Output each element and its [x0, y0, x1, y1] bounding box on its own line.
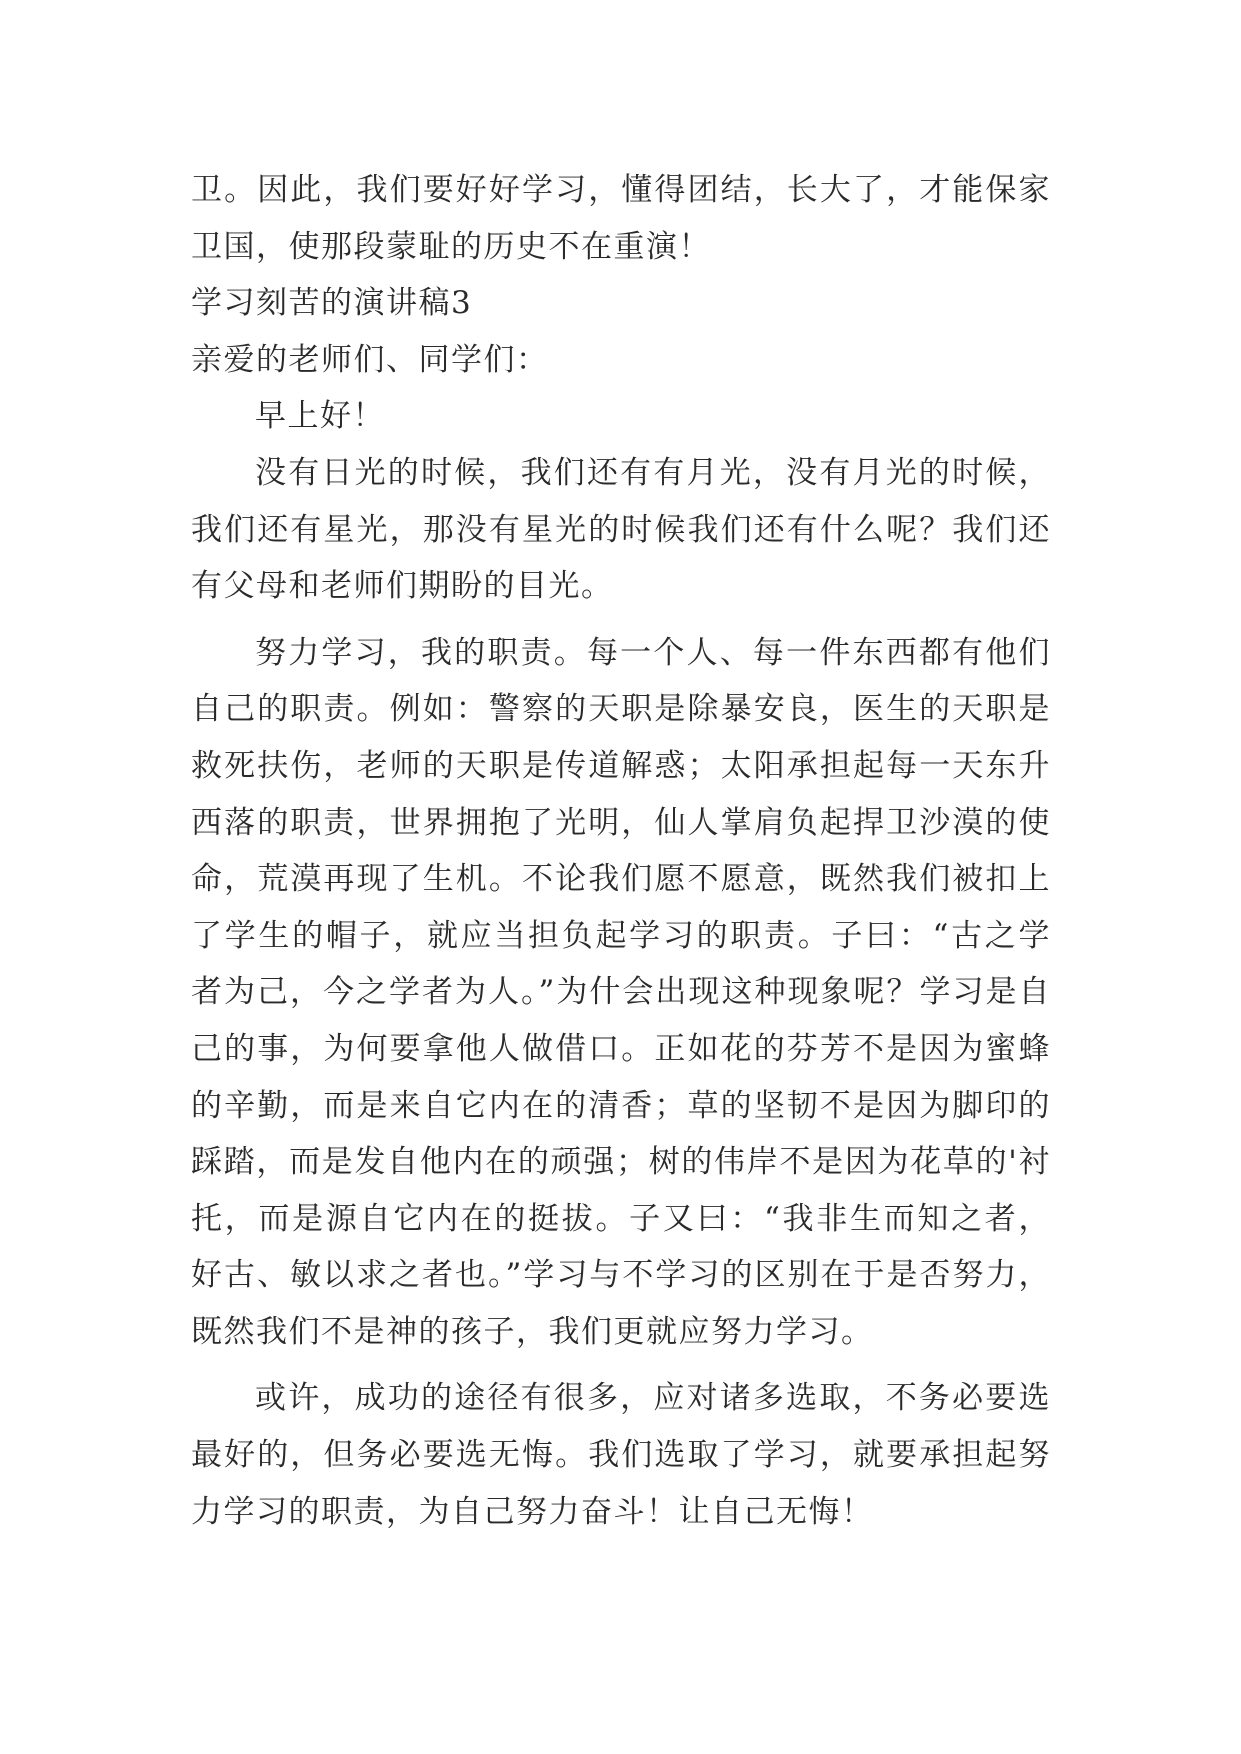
- paragraph-duty: 努力学习，我的职责。每一个人、每一件东西都有他们自己的职责。例如：警察的天职是除暴安良，医生的天职是救死扶伤，老师的天职是传道解惑；太阳承担起每一天东升西落的职责，世界拥抱了光明，仙人掌肩负起捍卫沙漠的使命，荒漠再现了生机。不论我们愿不愿意，既然我们被扣上了学生的帽子，就应当担负起学习的职责。子曰：“古之学者为己，今之学者为人。”为什会出现这种现象呢？学习是自己的事，为何要拿他人做借口。正如花的芬芳不是因为蜜蜂的辛勤，而是来自它内在的清香；草的坚韧不是因为脚印的踩踏，而是发自他内在的顽强；树的伟岸不是因为花草的'衬托，而是源自它内在的挺拔。子又曰：“我非生而知之者，好古、敏以求之者也。”学习与不学习的区别在于是否努力，既然我们不是神的孩子，我们更就应努力学习。: [191, 634, 1051, 1350]
- paragraph-choice: 或许，成功的途径有很多，应对诸多选取，不务必要选最好的，但务必要选无悔。我们选取了学习，就要承担起努力学习的职责，为自己努力奋斗！让自己无悔！: [191, 1380, 1051, 1530]
- speech-title: 学习刻苦的演讲稿3: [191, 285, 473, 322]
- document-body: [191, 162, 1051, 1540]
- greeting: 早上好！: [255, 398, 385, 435]
- paragraph-light: 没有日光的时候，我们还有有月光，没有月光的时候，我们还有星光，那没有星光的时候我们还有什么呢？我们还有父母和老师们期盼的目光。: [191, 454, 1051, 605]
- paragraph-continuation: 卫。因此，我们要好好学习，懂得团结，长大了，才能保家卫国，使那段蒙耻的历史不在重演！: [191, 172, 1051, 265]
- salutation: 亲爱的老师们、同学们：: [191, 341, 549, 378]
